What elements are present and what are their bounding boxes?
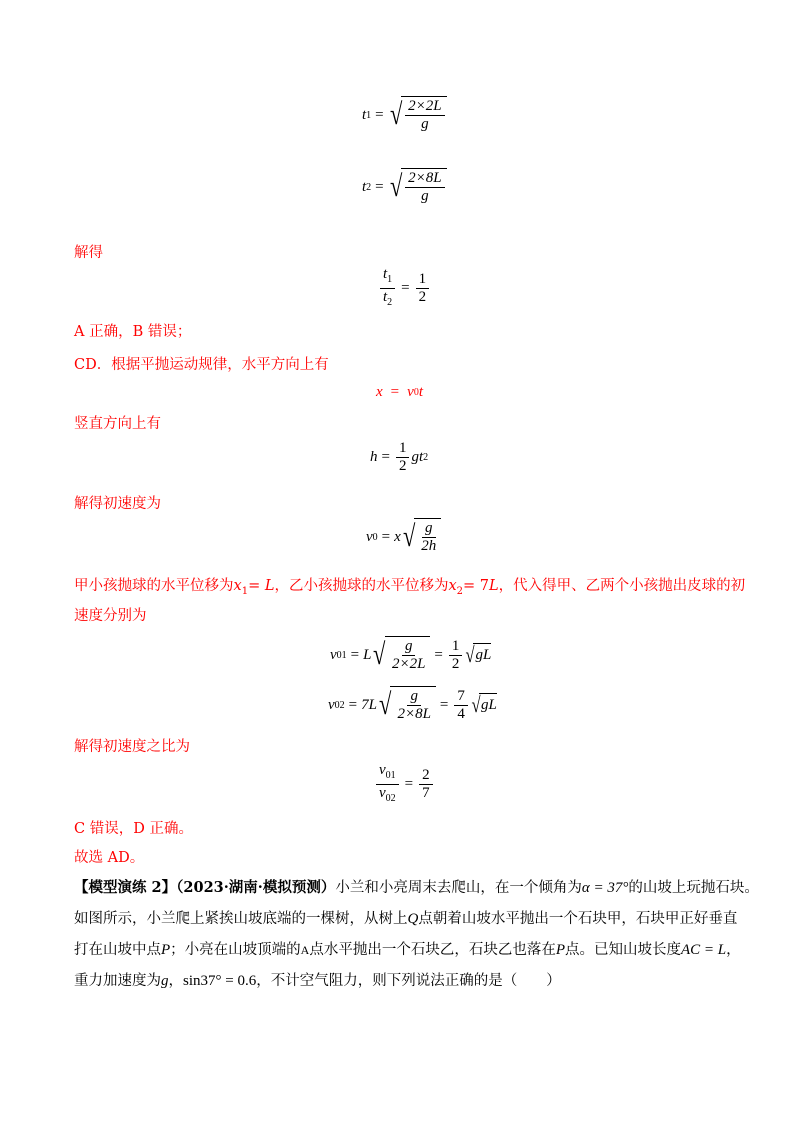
eq-rv-rnum: 2 bbox=[419, 767, 433, 785]
eq-v02-fden: 4 bbox=[457, 705, 465, 722]
eq-rv-num-sub: 01 bbox=[385, 770, 396, 781]
problem-line4-a: 重力加速度为 bbox=[74, 973, 161, 989]
problem-line1-b: 的山坡上玩抛石块。 bbox=[628, 880, 759, 896]
eq-v01-lhs-sub: 01 bbox=[336, 649, 347, 661]
equation-x bbox=[376, 384, 423, 401]
problem-g: g bbox=[161, 973, 169, 989]
disp-x1: x bbox=[233, 578, 242, 594]
problem-line3-c: 点水平抛出一个石块乙，石块乙也落在 bbox=[309, 942, 556, 958]
problem-AC: AC = L bbox=[681, 942, 727, 958]
eq-t1-lhs-sub: 1 bbox=[366, 109, 372, 121]
text-v0-intro: 解得初速度为 bbox=[74, 496, 161, 512]
eq-v0-den: 2h bbox=[421, 538, 437, 554]
eq-x-rhs: v bbox=[407, 384, 414, 400]
eq-h-op: = bbox=[381, 449, 390, 465]
text-answer: 故选 AD。 bbox=[74, 850, 145, 866]
eq-t1-op: = bbox=[375, 106, 384, 123]
problem-line2 bbox=[74, 909, 737, 929]
equation-v01: v 01 = L √ $\frac{g}{2\times 2L}$ = $\frac{1}{2}$ √ gL bbox=[330, 637, 492, 672]
eq-t2-num: 2×8L bbox=[405, 170, 444, 188]
eq-rt-rnum: 1 bbox=[416, 271, 430, 289]
eq-v01-op2: = bbox=[434, 646, 443, 663]
eq-x-rhs-tail: t bbox=[418, 384, 423, 400]
eq-v0-lhs: v bbox=[366, 528, 373, 545]
eq-x-op: = bbox=[390, 384, 400, 400]
problem-line3-a: 打在山坡中点 bbox=[74, 942, 161, 958]
text-cd-intro: CD．根据平抛运动规律，水平方向上有 bbox=[74, 357, 329, 373]
problem-line4-b: ， bbox=[168, 973, 183, 989]
eq-v02-num: g bbox=[407, 688, 421, 706]
eq-v0-num: g bbox=[422, 520, 436, 538]
eq-v01-fden: 2 bbox=[451, 655, 460, 672]
eq-v01-op: = bbox=[350, 646, 360, 663]
eq-rv-rden: 7 bbox=[422, 785, 430, 801]
eq-v01-den: 2×2L bbox=[391, 656, 426, 672]
eq-rv-op: = bbox=[404, 776, 414, 792]
disp-x2-sub: 2 bbox=[456, 586, 464, 597]
text-ab-result: A 正确，B 错误； bbox=[74, 324, 192, 340]
eq-rt-num-sub: 1 bbox=[387, 274, 393, 285]
problem-P: P bbox=[161, 942, 171, 958]
text-cd-result: C 错误，D 正确。 bbox=[74, 821, 193, 837]
eq-rv-num-var: v bbox=[379, 762, 386, 778]
text-vertical: 竖直方向上有 bbox=[74, 416, 161, 432]
eq-h-den: 2 bbox=[398, 458, 407, 474]
text-ratio-intro: 解得初速度之比为 bbox=[74, 739, 190, 755]
eq-rv-den-sub: 02 bbox=[385, 793, 396, 804]
problem-line3-d: 点。已知山坡长度 bbox=[565, 942, 682, 958]
eq-rv-den-var: v bbox=[379, 785, 386, 801]
eq-v02-coef: 7L bbox=[361, 696, 377, 713]
text-jiede: 解得 bbox=[74, 245, 103, 261]
disp-L1: L bbox=[264, 578, 275, 594]
eq-t1-den: g bbox=[421, 116, 429, 132]
problem-source: （2023·湖南·模拟预测） bbox=[176, 879, 336, 896]
equation-t-ratio bbox=[378, 266, 431, 311]
disp-part3: ，乙小孩抛球的水平位移为 bbox=[274, 578, 449, 594]
problem-line3-e: ， bbox=[726, 942, 741, 958]
equation-h bbox=[370, 440, 428, 475]
problem-line2-a: 如图所示，小兰爬上紧挨山坡底端的一棵树，从树上 bbox=[74, 911, 408, 927]
eq-h-tail: gt bbox=[411, 449, 424, 465]
problem-line3 bbox=[74, 940, 741, 960]
eq-v02-fnum: 7 bbox=[454, 688, 468, 706]
disp-x2: x bbox=[448, 578, 457, 594]
equation-v-ratio bbox=[374, 762, 435, 807]
problem-sin: sin37° = 0.6 bbox=[183, 973, 257, 989]
eq-v01-fnum: 1 bbox=[449, 638, 463, 656]
problem-Q: Q bbox=[407, 911, 419, 927]
problem-line2-b: 点朝着山坡水平抛出一个石块甲，石块甲正好垂直 bbox=[418, 911, 738, 927]
disp-part1: 甲小孩抛球的水平位移为 bbox=[74, 578, 234, 594]
eq-t1-sqrt: √ $\frac{2\times 2L}{g}$ bbox=[388, 96, 447, 134]
eq-v02-op: = bbox=[348, 696, 358, 713]
eq-t2-lhs: t bbox=[362, 178, 367, 195]
eq-t2-op: = bbox=[375, 178, 384, 195]
problem-line1-a: 小兰和小亮周末去爬山，在一个倾角为 bbox=[335, 880, 582, 896]
eq-t1-num: 2×2L bbox=[405, 98, 444, 116]
disp-part4: = 7 bbox=[463, 578, 490, 594]
eq-rt-op: = bbox=[401, 280, 410, 296]
eq-v02-lhs: v bbox=[328, 696, 335, 713]
equation-v02: v 02 = 7L √ $\frac{g}{2\times 8L}$ = $\frac{7}{4}$ √ gL bbox=[328, 687, 497, 722]
eq-h-sup: 2 bbox=[423, 452, 429, 463]
eq-h-lhs: h bbox=[370, 449, 378, 465]
problem-line1 bbox=[74, 878, 759, 898]
eq-v02-root: gL bbox=[479, 693, 497, 717]
eq-v02-den: 2×8L bbox=[397, 706, 431, 722]
eq-rt-rden: 2 bbox=[418, 289, 427, 305]
equation-v0: v 0 = x √ $\frac{g}{2h}$ bbox=[366, 518, 441, 556]
eq-rt-num-var: t bbox=[383, 266, 388, 282]
disp-x1-sub: 1 bbox=[241, 586, 249, 597]
problem-line4 bbox=[74, 971, 561, 991]
problem-alpha: α = 37° bbox=[581, 880, 629, 896]
eq-t2-lhs-sub: 2 bbox=[366, 181, 372, 193]
disp-L2: L bbox=[489, 578, 499, 594]
problem-line4-c: ，不计空气阻力，则下列说法正确的是（ ） bbox=[256, 973, 561, 989]
eq-v0-op: = bbox=[381, 528, 391, 545]
problem-A: A bbox=[300, 943, 310, 957]
eq-t2-den: g bbox=[421, 188, 429, 204]
eq-x-rhs-sub: 0 bbox=[413, 387, 419, 398]
eq-v02-lhs-sub: 02 bbox=[334, 699, 345, 711]
eq-v01-lhs: v bbox=[330, 646, 337, 663]
problem-P2: P bbox=[555, 942, 566, 958]
disp-part2: = bbox=[248, 578, 265, 594]
equation-t1 bbox=[362, 96, 447, 134]
eq-t1-lhs: t bbox=[362, 106, 367, 123]
eq-h-num: 1 bbox=[396, 440, 410, 458]
eq-v01-root: gL bbox=[473, 643, 491, 667]
text-displacement-line1 bbox=[74, 576, 745, 602]
eq-v0-lhs-sub: 0 bbox=[372, 531, 378, 543]
eq-v02-op2: = bbox=[439, 696, 449, 713]
eq-rt-den-sub: 2 bbox=[387, 297, 393, 308]
eq-v01-num: g bbox=[402, 638, 416, 656]
eq-x-lhs: x bbox=[376, 384, 383, 400]
equation-t2 bbox=[362, 168, 447, 206]
problem-line3-b: ；小亮在山坡顶端的 bbox=[170, 942, 301, 958]
eq-t2-sqrt: √ $\frac{2\times 8L}{g}$ bbox=[388, 168, 447, 206]
eq-rt-den-var: t bbox=[383, 289, 388, 305]
problem-tag: 【模型演练 2】 bbox=[74, 879, 177, 896]
text-displacement-line2: 速度分别为 bbox=[74, 608, 147, 624]
eq-v01-coef: L bbox=[363, 646, 372, 663]
eq-v0-coef: x bbox=[394, 528, 401, 545]
disp-part5: ，代入得甲、乙两个小孩抛出皮球的初 bbox=[498, 578, 746, 594]
